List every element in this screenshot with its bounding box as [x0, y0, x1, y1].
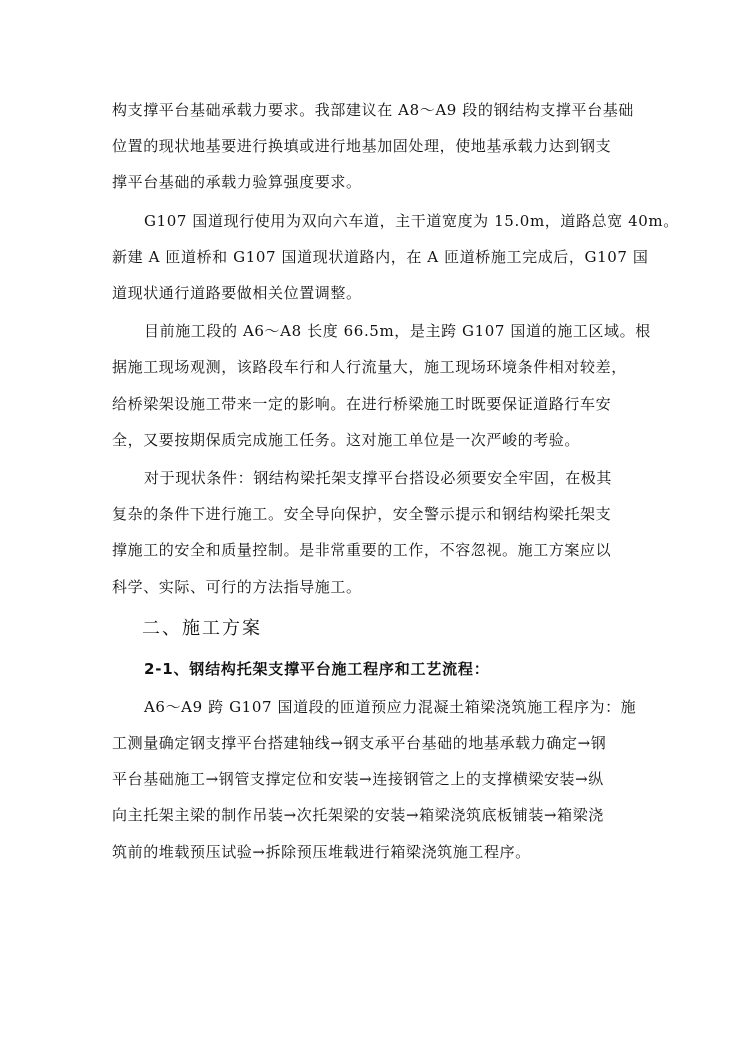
text-line: 全，又要按期保质完成施工任务。这对施工单位是一次严峻的考验。: [112, 430, 581, 449]
section-heading: 二、施工方案: [142, 617, 262, 639]
text-line: 据施工现场观测，该路段车行和人行流量大，施工现场环境条件相对较差，: [112, 358, 627, 377]
text-line: 复杂的条件下进行施工。安全导向保护，安全警示提示和钢结构梁托架支: [112, 505, 612, 524]
text-line: 道现状通行道路要做相关位置调整。: [112, 284, 362, 303]
text-line: 新建 A 匝道桥和 G107 国道现状道路内，在 A 匝道桥施工完成后，G107 国: [112, 247, 649, 266]
paragraph-g107-road: [112, 203, 679, 312]
text-line: 目前施工段的 A6～A8 长度 66.5m，是主跨 G107 国道的施工区域。根: [144, 322, 651, 341]
paragraph-current-conditions: [112, 460, 636, 605]
text-line: 位置的现状地基要进行换填或进行地基加固处理，使地基承载力达到钢支: [112, 137, 612, 156]
text-line: 撑平台基础的承载力验算强度要求。: [112, 173, 362, 192]
paragraph-bearing-capacity: [112, 92, 636, 201]
text-line: 对于现状条件：钢结构梁托架支撑平台搭设必须要安全牢固，在极其: [144, 469, 613, 488]
text-line: 工测量确定钢支撑平台搭建轴线→钢支承平台基础的地基承载力确定→钢: [112, 734, 607, 753]
document-page: [112, 92, 679, 870]
text-line: A6～A9 跨 G107 国道段的匝道预应力混凝土箱梁浇筑施工程序为：施: [144, 697, 637, 716]
text-line: G107 国道现行使用为双向六车道，主干道宽度为 15.0m，道路总宽 40m。: [144, 211, 679, 230]
text-line: 构支撑平台基础承载力要求。我部建议在 A8～A9 段的钢结构支撑平台基础: [112, 101, 634, 119]
text-line: 向主托架主梁的制作吊装→次托架梁的安装→箱梁浇筑底板铺装→箱梁浇: [112, 806, 604, 825]
text-line: 撑施工的安全和质量控制。是非常重要的工作，不容忽视。施工方案应以: [112, 541, 612, 560]
subsection-heading: 2-1、钢结构托架支撑平台施工程序和工艺流程：: [144, 659, 490, 678]
paragraph-current-section: [112, 313, 651, 458]
text-line: 平台基础施工→钢管支撑定位和安装→连接钢管之上的支撑横梁安装→纵: [112, 770, 604, 789]
text-line: 筑前的堆载预压试验→拆除预压堆载进行箱梁浇筑施工程序。: [112, 842, 531, 861]
text-line: 科学、实际、可行的方法指导施工。: [112, 577, 362, 596]
paragraph-construction-procedure: [112, 689, 636, 870]
text-line: 给桥梁架设施工带来一定的影响。在进行桥梁施工时既要保证道路行车安: [112, 394, 612, 413]
